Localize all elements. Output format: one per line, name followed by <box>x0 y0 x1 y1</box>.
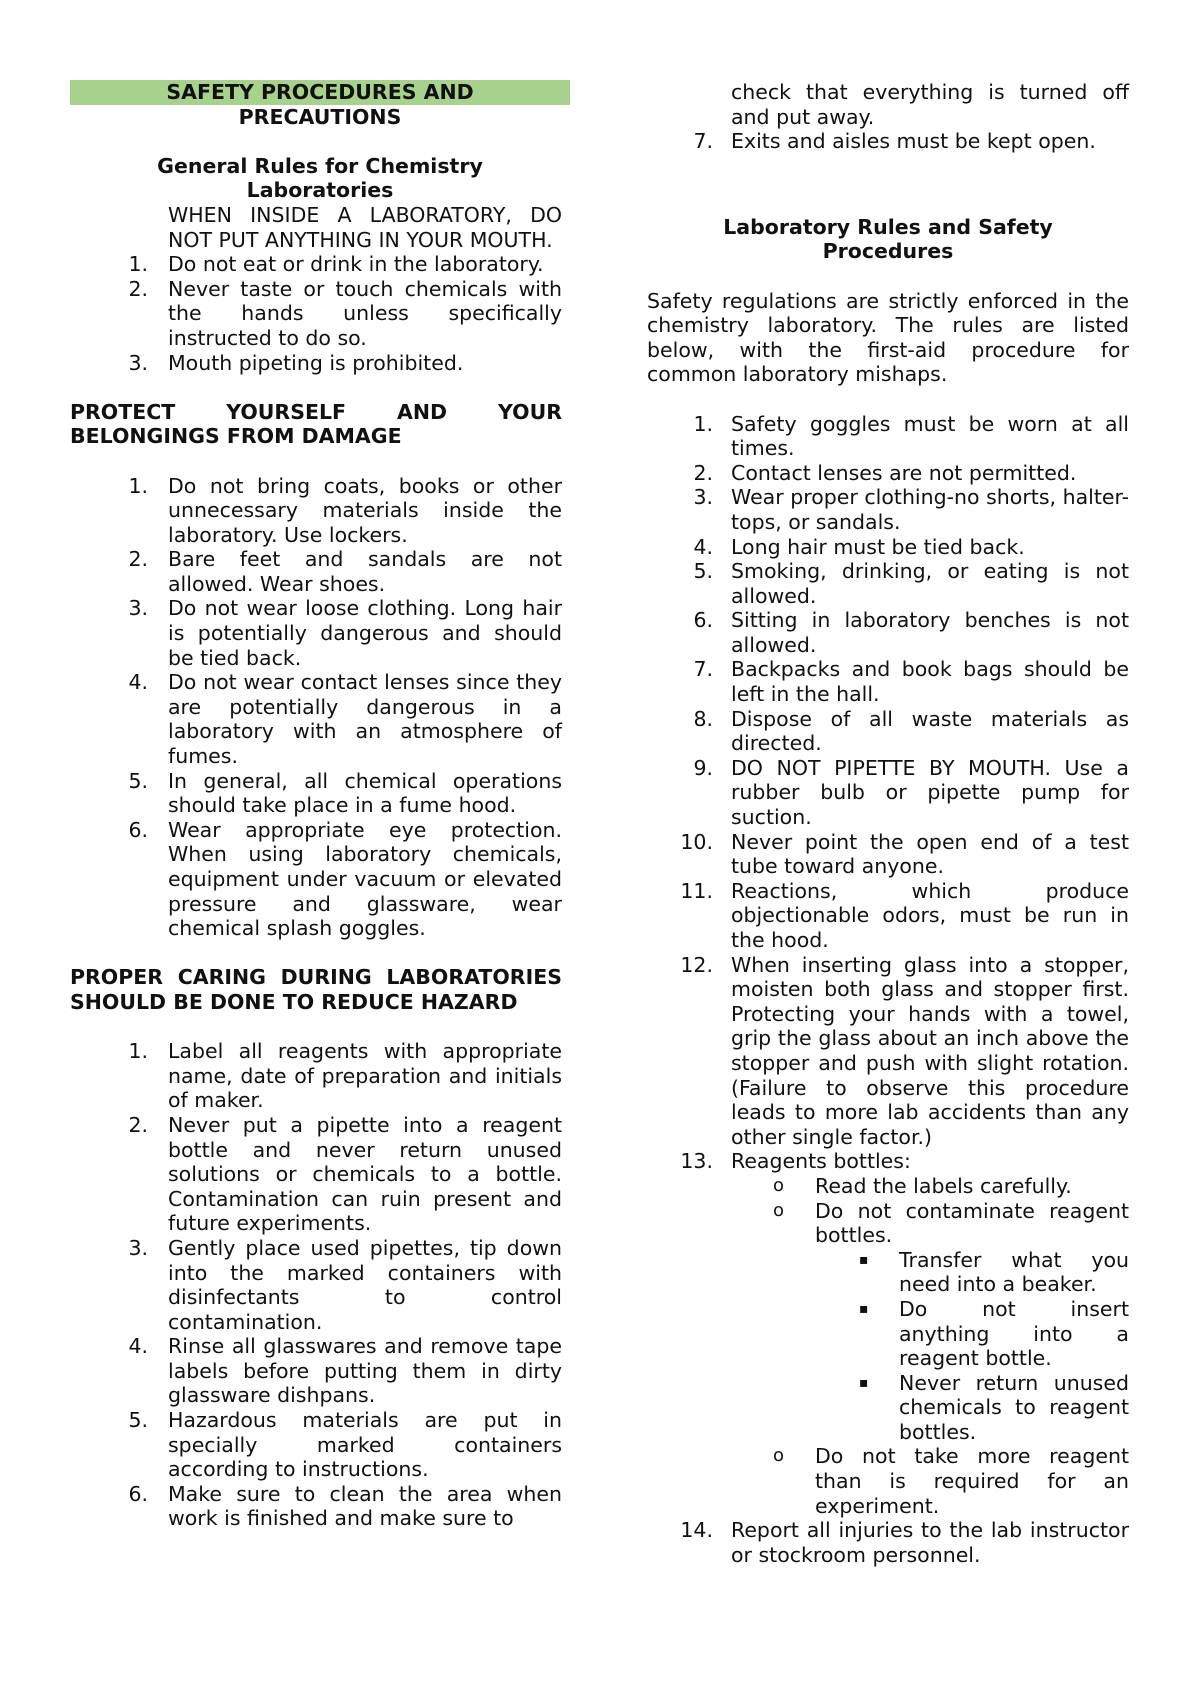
sub-item: o Read the labels carefully. <box>773 1173 1072 1198</box>
list-item: 6. Sitting in laboratory benches is not allowed. <box>693 608 1129 657</box>
general-rules-intro: WHEN INSIDE A LABORATORY, DO NOT PUT ANYTHING IN YOUR MOUTH. <box>168 202 562 252</box>
lab-rules-intro: Safety regulations are strictly enforced in the chemistry laboratory. The rules are listed below, with the first-aid procedure for common laboratory mishaps. <box>647 288 1129 387</box>
list-item: 13. Reagents bottles: o Read the labels carefully. o Do not contaminate reagent bottles. ▪ Transfer what you need into a beaker. ▪ Do not insert anything into a reagent bottle. ▪ Never return unused chemicals to reagent bottles. o Do not take more reagent than is required for an experiment. <box>680 1149 1129 1518</box>
list-item: 7. Backpacks and book bags should be left in the hall. <box>693 657 1129 707</box>
list-item: 9. DO NOT PIPETTE BY MOUTH. Use a rubber bulb or pipette pump for suction. <box>693 755 1129 830</box>
title-line-1: SAFETY PROCEDURES AND <box>166 80 474 104</box>
list-item: 4. Long hair must be tied back. <box>693 534 1025 559</box>
list-item: 4. Do not wear contact lenses since they are potentially dangerous in a laboratory with an atmosphere of fumes. <box>128 670 562 769</box>
bullet-item: ▪ Transfer what you need into a beaker. <box>859 1247 1129 1297</box>
sub-item: o Do not contaminate reagent bottles. ▪ Transfer what you need into a beaker. ▪ Do not insert anything into a reagent bottle. ▪ Never return unused chemicals to reagent bottles. <box>773 1198 1129 1444</box>
sub-item: o Do not take more reagent than is required for an experiment. <box>773 1444 1129 1518</box>
right-column <box>647 80 1129 1567</box>
continued-list <box>647 80 1129 154</box>
lab-rules-list <box>647 412 1129 1568</box>
list-item: 2. Never put a pipette into a reagent bottle and never return unused solutions or chemicals to a bottle. Contamination can ruin present and future experiments. <box>128 1112 562 1236</box>
list-item: 2. Never taste or touch chemicals with the hands unless specifically instructed to do so. <box>128 276 562 350</box>
list-item: 5. Hazardous materials are put in specially marked containers according to instructions. <box>128 1408 562 1482</box>
list-item: 1. Safety goggles must be worn at all times. <box>693 411 1129 461</box>
list-item: 5. In general, all chemical operations should take place in a fume hood. <box>128 768 562 818</box>
title-line-2: PRECAUTIONS <box>238 104 402 129</box>
list-item: 3. Do not wear loose clothing. Long hair is potentially dangerous and should be tied back. <box>128 596 562 670</box>
caring-rules-list <box>70 1039 570 1531</box>
list-item: 1. Label all reagents with appropriate name, date of preparation and initials of maker. <box>128 1039 562 1113</box>
list-item: 8. Dispose of all waste materials as directed. <box>693 706 1129 756</box>
list-item: 2. Bare feet and sandals are not allowed. Wear shoes. <box>128 547 562 596</box>
list-item: 3. Wear proper clothing-no shorts, halter-tops, or sandals. <box>693 485 1129 534</box>
left-column <box>70 80 570 1531</box>
list-item: 4. Rinse all glasswares and remove tape labels before putting them in dirty glassware dishpans. <box>128 1334 562 1408</box>
caring-heading: PROPER CARING DURING LABORATORIES SHOULD BE DONE TO REDUCE HAZARD <box>70 965 562 1014</box>
reagent-bullet-list <box>815 1248 1129 1445</box>
list-item: 6. Make sure to clean the area when work is finished and make sure to <box>128 1481 562 1531</box>
protect-heading: PROTECT YOURSELF AND YOUR BELONGINGS FROM DAMAGE <box>70 399 562 449</box>
list-item: 7. Exits and aisles must be kept open. <box>693 129 1096 154</box>
list-item: 1. Do not eat or drink in the laboratory. <box>128 252 544 277</box>
protect-rules-list <box>70 474 570 941</box>
list-item: 1. Do not bring coats, books or other unnecessary materials inside the laboratory. Use lockers. <box>128 473 562 547</box>
list-item: 12. When inserting glass into a stopper, moisten both glass and stopper first. Protecting your hands with a towel, grip the glass about an inch above the stopper and push with slight rotation. (Failure to observe this procedure leads to more lab accidents than any other single factor.) <box>680 952 1129 1149</box>
bullet-item: ▪ Never return unused chemicals to reagent bottles. <box>859 1370 1129 1444</box>
list-item: 3. Mouth pipeting is prohibited. <box>128 350 464 375</box>
bullet-item: ▪ Do not insert anything into a reagent bottle. <box>859 1296 1129 1371</box>
title-banner <box>70 80 570 105</box>
list-item: 3. Gently place used pipettes, tip down into the marked containers with disinfectants to control contamination. <box>128 1235 562 1334</box>
list-item: 14. Report all injuries to the lab instructor or stockroom personnel. <box>680 1518 1129 1567</box>
reagent-sublist <box>731 1174 1129 1518</box>
list-item: 10. Never point the open end of a test tube toward anyone. <box>680 829 1129 879</box>
list-item: 2. Contact lenses are not permitted. <box>693 460 1077 485</box>
general-rules-list <box>70 252 570 375</box>
list-item-continuation: check that everything is turned off and put away. <box>731 80 1129 129</box>
lab-rules-subtitle: Laboratory Rules and Safety Procedures <box>723 214 1053 264</box>
list-item: 5. Smoking, drinking, or eating is not allowed. <box>693 559 1129 608</box>
list-item: 11. Reactions, which produce objectionable odors, must be run in the hood. <box>680 878 1129 952</box>
list-item: 6. Wear appropriate eye protection. When using laboratory chemicals, equipment under vacuum or elevated pressure and glassware, wear chemical splash goggles. <box>128 817 562 941</box>
general-rules-subtitle: General Rules for Chemistry Laboratories <box>157 153 483 203</box>
